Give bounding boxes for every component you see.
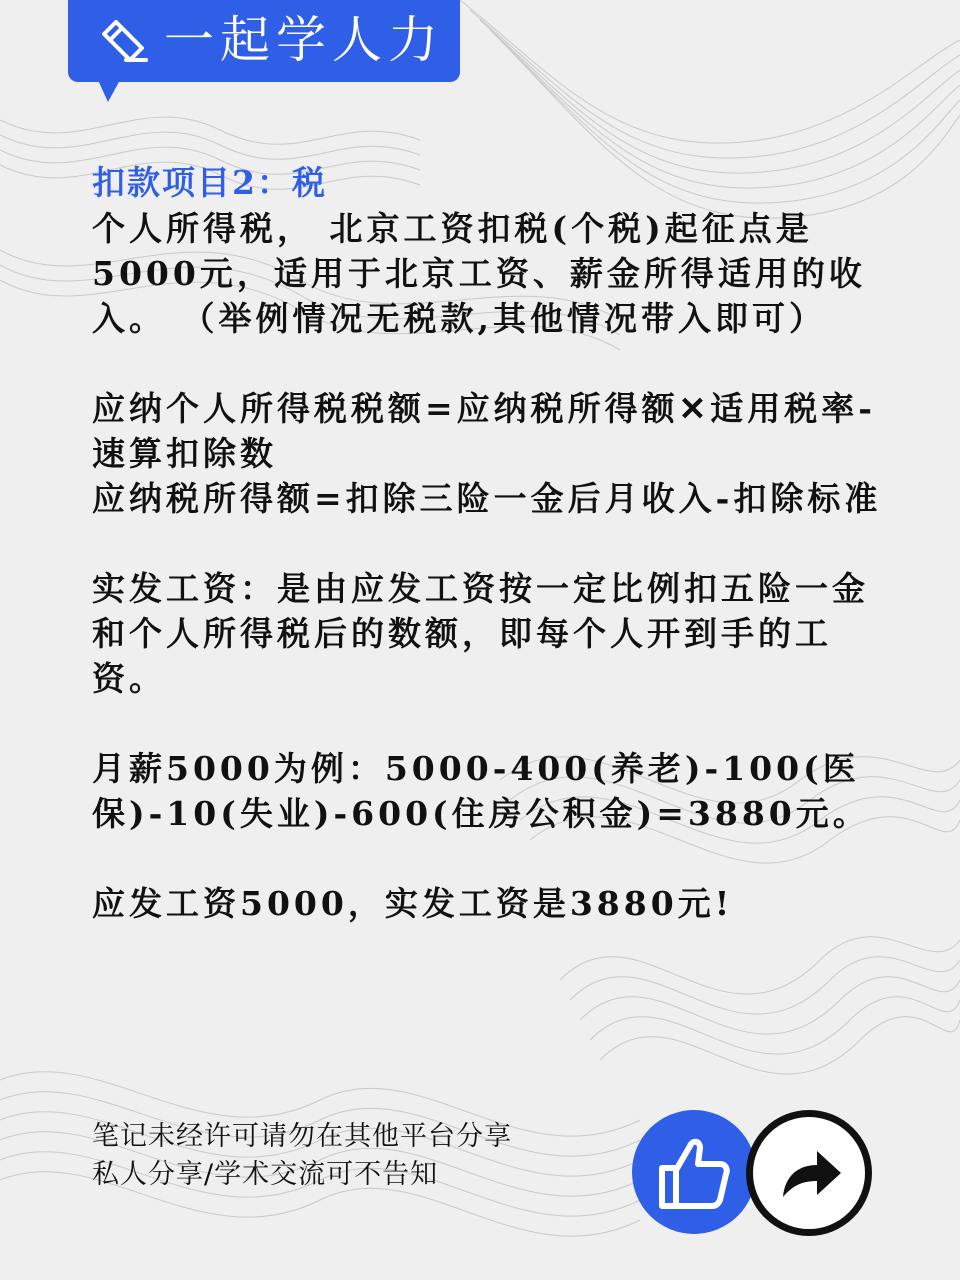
copyright-notice (92, 1118, 512, 1194)
paragraph-tax-threshold: 个人所得税， 北京工资扣税(个税)起征点是5000元，适用于北京工资、薪金所得适用的收入。 （举例情况无税款,其他情况带入即可） (92, 209, 866, 338)
thumbs-up-icon (632, 1110, 756, 1234)
paragraph-salary-example: 月薪5000为例：5000-400(养老)-100(医保)-10(失业)-600(住房公积金)=3880元。 (92, 749, 870, 833)
brand-tag-tail (98, 80, 120, 102)
paragraph-net-salary-definition: 实发工资：是由应发工资按一定比例扣五险一金和个人所得税后的数额，即每个人开到手的工资。 (92, 569, 869, 698)
paragraph-conclusion: 应发工资5000，实发工资是3880元! (92, 884, 734, 923)
share-button[interactable] (746, 1110, 872, 1236)
section-heading: 扣款项目2：税 (92, 163, 327, 202)
brand-tag (68, 0, 460, 82)
copyright-line-1: 笔记未经许可请勿在其他平台分享 (92, 1121, 512, 1152)
article-body (92, 160, 892, 926)
paragraph-tax-formula: 应纳个人所得税税额=应纳税所得额✕适用税率-速算扣除数 (92, 389, 876, 473)
share-arrow-icon (753, 1117, 865, 1229)
pencil-eraser-icon (96, 14, 152, 70)
copyright-line-2: 私人分享/学术交流可不告知 (92, 1159, 439, 1190)
like-button[interactable] (632, 1110, 756, 1234)
paragraph-taxable-income-formula: 应纳税所得额=扣除三险一金后月收入-扣除标准 (92, 479, 882, 518)
brand-title: 一起学人力 (164, 11, 444, 69)
